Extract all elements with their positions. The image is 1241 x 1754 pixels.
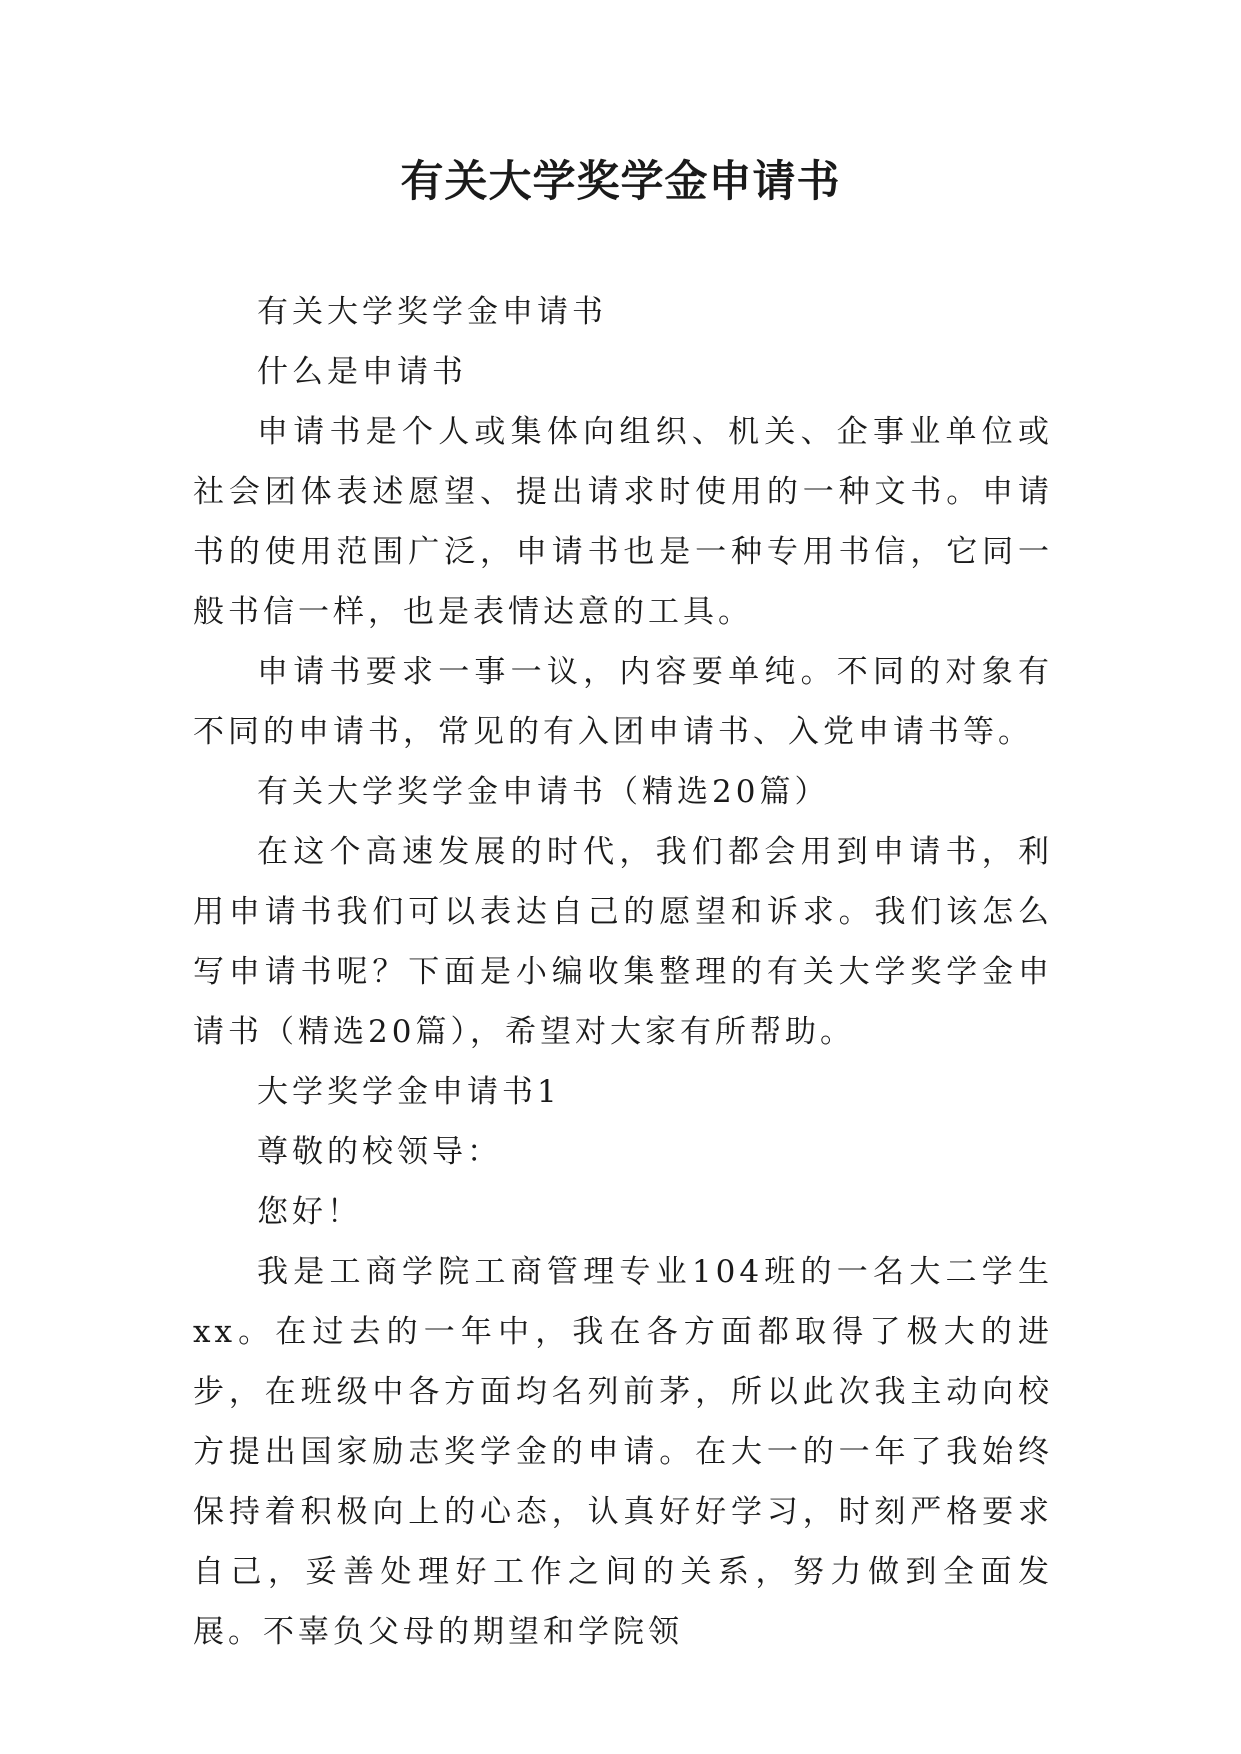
paragraph-letter-body: 我是工商学院工商管理专业104班的一名大二学生xx。在过去的一年中，我在各方面都取得了极大的进步，在班级中各方面均名列前茅，所以此次我主动向校方提出国家励志奖学金的申请。在大一的一年了我始终保持着积极向上的心态，认真好好学习，时刻严格要求自己，妥善处理好工作之间的关系，努力做到全面发展。不辜负父母的期望和学院领 (193, 1254, 1053, 1650)
document-title: 有关大学奖学金申请书 (400, 157, 841, 207)
paragraph-collection-title: 有关大学奖学金申请书（精选20篇） (257, 774, 830, 810)
paragraph-greeting: 您好！ (257, 1194, 362, 1230)
paragraph-intro: 在这个高速发展的时代，我们都会用到申请书，利用申请书我们可以表达自己的愿望和诉求。我们该怎么写申请书呢？下面是小编收集整理的有关大学奖学金申请书（精选20篇），希望对大家有所帮助。 (193, 834, 1053, 1050)
paragraph-definition: 申请书是个人或集体向组织、机关、企事业单位或社会团体表述愿望、提出请求时使用的一种文书。申请书的使用范围广泛，申请书也是一种专用书信，它同一般书信一样，也是表情达意的工具。 (193, 414, 1053, 630)
paragraph-subtitle: 有关大学奖学金申请书 (257, 294, 607, 330)
paragraph-requirements: 申请书要求一事一议，内容要单纯。不同的对象有不同的申请书，常见的有入团申请书、入党申请书等。 (193, 654, 1053, 750)
paragraph-what-is: 什么是申请书 (257, 354, 467, 390)
document-body (193, 282, 1053, 1662)
paragraph-salutation: 尊敬的校领导： (257, 1134, 502, 1170)
paragraph-letter-heading: 大学奖学金申请书1 (257, 1074, 561, 1110)
